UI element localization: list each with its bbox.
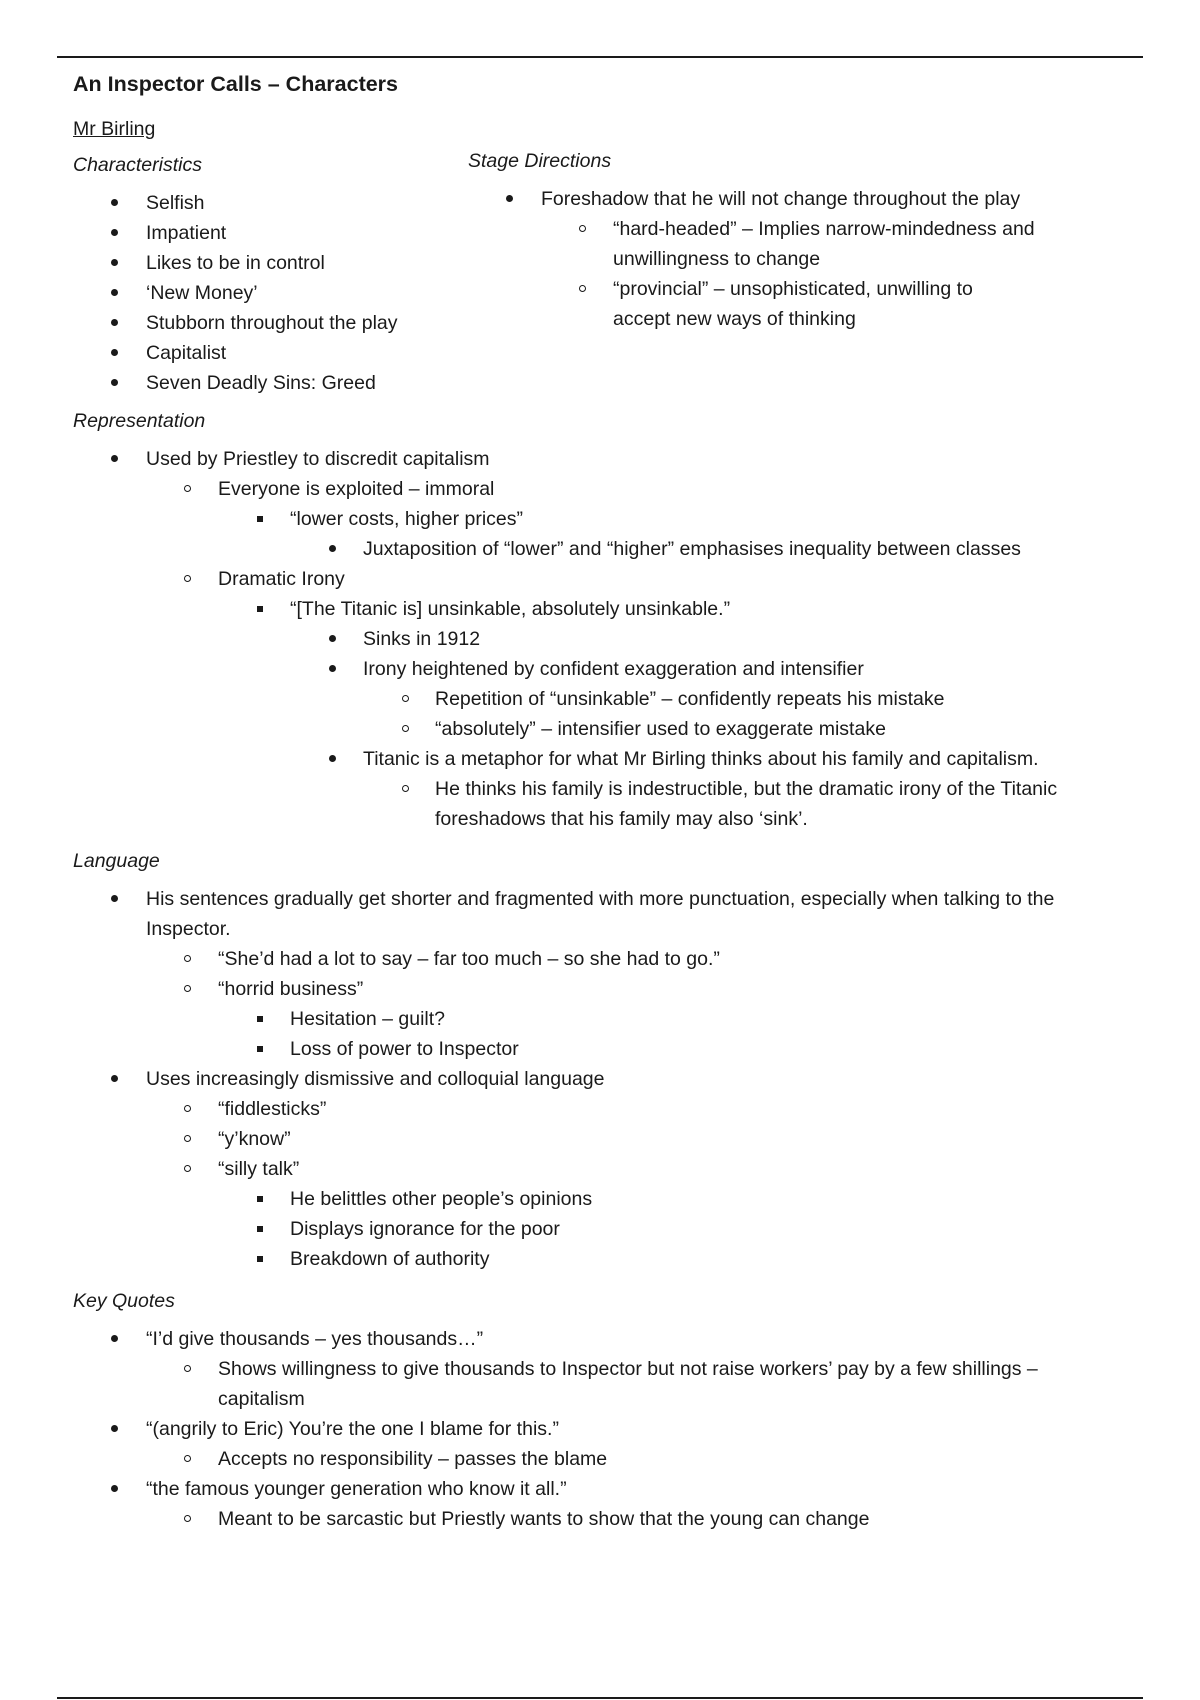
bullet-icon [111, 259, 118, 266]
characteristics-list [73, 188, 473, 398]
bullet-icon [111, 1335, 118, 1342]
square-bullet-icon [257, 606, 263, 612]
language-heading: Language [73, 850, 160, 872]
page-content [73, 70, 1133, 1534]
list-item: Hesitation – guilt? [73, 1004, 1133, 1034]
key-quotes-list [73, 1324, 1133, 1534]
list-item: Likes to be in control [73, 248, 473, 278]
representation-heading: Representation [73, 410, 206, 432]
square-bullet-icon [257, 1046, 263, 1052]
circle-bullet-icon [184, 1165, 191, 1172]
two-column-section [73, 152, 1133, 408]
circle-bullet-icon [184, 1515, 191, 1522]
stage-directions-list [468, 184, 1068, 334]
list-item: “(angrily to Eric) You’re the one I blame for this.” [73, 1414, 1133, 1444]
circle-bullet-icon [184, 985, 191, 992]
list-item: Impatient [73, 218, 473, 248]
bullet-icon [111, 895, 118, 902]
list-item: “horrid business” [73, 974, 1133, 1004]
list-item: “She’d had a lot to say – far too much – so she had to go.” [73, 944, 1133, 974]
list-item: Irony heightened by confident exaggeration and intensifier [73, 654, 1133, 684]
circle-bullet-icon [184, 1365, 191, 1372]
bullet-icon [506, 195, 513, 202]
list-item: Seven Deadly Sins: Greed [73, 368, 473, 398]
square-bullet-icon [257, 1016, 263, 1022]
key-quotes-heading: Key Quotes [73, 1290, 175, 1312]
stage-directions-heading: Stage Directions [468, 150, 612, 172]
circle-bullet-icon [579, 225, 586, 232]
characteristics-heading: Characteristics [73, 154, 202, 176]
list-item: “y’know” [73, 1124, 1133, 1154]
circle-bullet-icon [184, 1455, 191, 1462]
circle-bullet-icon [184, 1105, 191, 1112]
list-item: ‘New Money’ [73, 278, 473, 308]
square-bullet-icon [257, 1226, 263, 1232]
bullet-icon [329, 545, 336, 552]
square-bullet-icon [257, 1196, 263, 1202]
list-item: Stubborn throughout the play [73, 308, 473, 338]
circle-bullet-icon [184, 575, 191, 582]
list-item: “lower costs, higher prices” [73, 504, 1133, 534]
circle-bullet-icon [184, 485, 191, 492]
representation-list [73, 444, 1133, 834]
bullet-icon [111, 229, 118, 236]
list-item: Loss of power to Inspector [73, 1034, 1133, 1064]
list-item: “provincial” – unsophisticated, unwilling to accept new ways of thinking [468, 274, 1068, 334]
bullet-icon [111, 289, 118, 296]
list-item: Used by Priestley to discredit capitalism [73, 444, 1133, 474]
list-item: “hard-headed” – Implies narrow-mindedness and unwillingness to change [468, 214, 1068, 274]
list-item: Shows willingness to give thousands to Inspector but not raise workers’ pay by a few shillings – capitalism [73, 1354, 1133, 1414]
list-item: He belittles other people’s opinions [73, 1184, 1133, 1214]
bullet-icon [111, 319, 118, 326]
language-list [73, 884, 1133, 1274]
list-item: Selfish [73, 188, 473, 218]
bullet-icon [111, 1075, 118, 1082]
bullet-icon [111, 199, 118, 206]
circle-bullet-icon [402, 725, 409, 732]
bullet-icon [111, 455, 118, 462]
list-item: Displays ignorance for the poor [73, 1214, 1133, 1244]
list-item: Breakdown of authority [73, 1244, 1133, 1274]
list-item: Dramatic Irony [73, 564, 1133, 594]
square-bullet-icon [257, 516, 263, 522]
list-item: His sentences gradually get shorter and fragmented with more punctuation, especially when talking to the Inspector. [73, 884, 1133, 944]
circle-bullet-icon [184, 955, 191, 962]
list-item: Sinks in 1912 [73, 624, 1133, 654]
list-item: “silly talk” [73, 1154, 1133, 1184]
square-bullet-icon [257, 1256, 263, 1262]
bullet-icon [111, 379, 118, 386]
circle-bullet-icon [402, 785, 409, 792]
list-item: “the famous younger generation who know it all.” [73, 1474, 1133, 1504]
bullet-icon [329, 755, 336, 762]
characteristics-column [73, 152, 473, 398]
bullet-icon [111, 349, 118, 356]
circle-bullet-icon [579, 285, 586, 292]
list-item: Foreshadow that he will not change throughout the play [468, 184, 1068, 214]
bottom-rule [57, 1697, 1143, 1699]
top-rule [57, 56, 1143, 58]
bullet-icon [111, 1425, 118, 1432]
list-item: He thinks his family is indestructible, but the dramatic irony of the Titanic foreshadows that his family may also ‘sink’. [73, 774, 1133, 834]
circle-bullet-icon [402, 695, 409, 702]
list-item: Repetition of “unsinkable” – confidently repeats his mistake [73, 684, 1133, 714]
list-item: “absolutely” – intensifier used to exaggerate mistake [73, 714, 1133, 744]
page-title: An Inspector Calls – Characters [73, 72, 399, 96]
list-item: Capitalist [73, 338, 473, 368]
list-item: Meant to be sarcastic but Priestly wants to show that the young can change [73, 1504, 1133, 1534]
bullet-icon [111, 1485, 118, 1492]
bullet-icon [329, 635, 336, 642]
list-item: Juxtaposition of “lower” and “higher” emphasises inequality between classes [73, 534, 1133, 564]
list-item: “I’d give thousands – yes thousands…” [73, 1324, 1133, 1354]
list-item: “fiddlesticks” [73, 1094, 1133, 1124]
list-item: Titanic is a metaphor for what Mr Birling thinks about his family and capitalism. [73, 744, 1133, 774]
list-item: “[The Titanic is] unsinkable, absolutely unsinkable.” [73, 594, 1133, 624]
list-item: Accepts no responsibility – passes the blame [73, 1444, 1133, 1474]
circle-bullet-icon [184, 1135, 191, 1142]
list-item: Uses increasingly dismissive and colloquial language [73, 1064, 1133, 1094]
stage-directions-column [468, 148, 1068, 334]
list-item: Everyone is exploited – immoral [73, 474, 1133, 504]
character-name: Mr Birling [73, 118, 156, 140]
bullet-icon [329, 665, 336, 672]
